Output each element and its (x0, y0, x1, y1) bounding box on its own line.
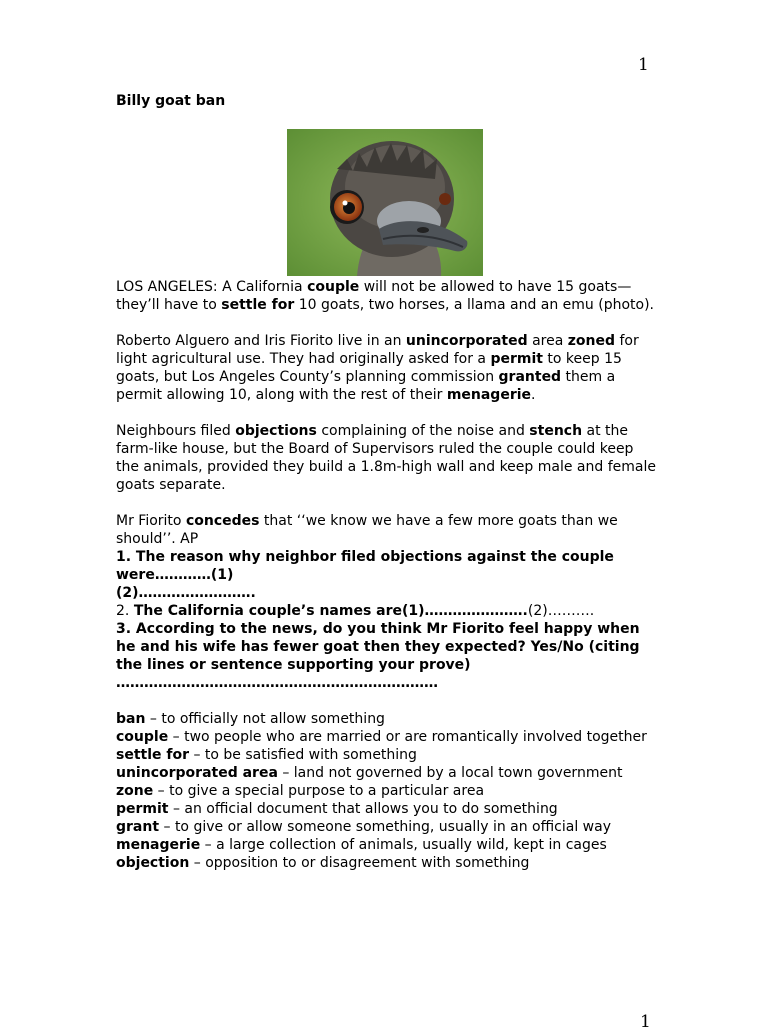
question-line-text: 2. (116, 603, 134, 619)
question-line (116, 674, 656, 692)
document-title: Billy goat ban (116, 93, 226, 109)
glossary-entry (116, 746, 656, 764)
glossary-term: permit (116, 801, 169, 817)
glossary-definition: – a large collection of animals, usually wild, kept in cages (200, 837, 607, 853)
questions (116, 548, 656, 692)
question-line-bold-text: …………………………………………………………… (116, 675, 438, 691)
article-paragraph-text: Mr Fiorito (116, 513, 186, 529)
article-paragraph-bold-text: concedes (185, 513, 260, 529)
article-paragraph (116, 278, 656, 314)
question-line (116, 584, 656, 602)
glossary-term: grant (116, 819, 160, 835)
glossary-term: zone (116, 783, 154, 799)
glossary-definition: – land not governed by a local town government (277, 765, 623, 781)
question-line (116, 602, 656, 620)
article-paragraph-text: area (527, 333, 568, 349)
glossary-entry (116, 710, 656, 728)
article-paragraph-text: 10 goats, two horses, a llama and an emu (photo). (294, 297, 655, 313)
glossary (116, 710, 656, 872)
glossary-entry (116, 836, 656, 854)
glossary-term: couple (116, 729, 169, 745)
article-paragraph-text: will not be allowed to have 15 goats— they’ll have to (116, 279, 632, 313)
article-paragraph-text: complaining of the noise and (316, 423, 530, 439)
question-line-bold-text: 3. According to the news, do you think Mr Fiorito feel happy when he and his wife has fewer goat then they expected? Yes/No (citing the lines or sentence supporting your prove) (116, 621, 640, 673)
article-paragraph-bold-text: couple (307, 279, 360, 295)
page-number-bottom: 1 (640, 1012, 651, 1032)
glossary-definition: – an official document that allows you to do something (168, 801, 558, 817)
article (116, 278, 656, 548)
glossary-entry (116, 800, 656, 818)
glossary-entry (116, 818, 656, 836)
glossary-term: unincorporated area (116, 765, 278, 781)
glossary-entry (116, 728, 656, 746)
article-paragraph (116, 512, 656, 548)
glossary-definition: – two people who are married or are romantically involved together (168, 729, 647, 745)
article-paragraph-text: at the farm-like house, but the Board of Supervisors ruled the couple could keep the animals, provided they build a 1.8m-high wall and keep male and female goats separate. (116, 423, 656, 493)
article-paragraph-bold-text: menagerie (446, 387, 532, 403)
article-paragraph-bold-text: objections (235, 423, 317, 439)
article-paragraph (116, 332, 656, 404)
article-paragraph-text: that ‘‘we know we have a few more goats than we should’’. AP (116, 513, 618, 547)
article-paragraph-bold-text: settle for (221, 297, 295, 313)
glossary-entry (116, 782, 656, 800)
glossary-definition: – opposition to or disagreement with something (189, 855, 530, 871)
article-paragraph-text: to keep 15 goats, but Los Angeles County’s planning commission (116, 351, 622, 385)
article-paragraph-text: Roberto Alguero and Iris Fiorito live in an (116, 333, 406, 349)
article-paragraph-text: them a permit allowing 10, along with the rest of their (116, 369, 616, 403)
question-line-bold-text: The California couple’s names are(1)…………………. (133, 603, 528, 619)
article-paragraph-bold-text: granted (498, 369, 562, 385)
article-paragraph-text: Neighbours filed (116, 423, 236, 439)
glossary-definition: – to be satisfied with something (189, 747, 417, 763)
article-paragraph-text: for light agricultural use. They had originally asked for a (116, 333, 639, 367)
glossary-entry (116, 764, 656, 782)
article-paragraph-text: . (531, 387, 536, 403)
glossary-definition: – to give or allow someone something, usually in an official way (159, 819, 611, 835)
glossary-term: menagerie (116, 837, 201, 853)
question-line-bold-text: (2)……………………. (116, 585, 256, 601)
glossary-entry (116, 854, 656, 872)
document-body (116, 92, 656, 872)
glossary-definition: – to give a special purpose to a particular area (153, 783, 485, 799)
article-paragraph-bold-text: stench (529, 423, 583, 439)
page-number-top: 1 (638, 55, 649, 75)
emu-photo (287, 129, 483, 276)
article-paragraph-bold-text: zoned (567, 333, 616, 349)
glossary-term: ban (116, 711, 146, 727)
article-paragraph (116, 422, 656, 494)
question-line (116, 620, 656, 674)
glossary-definition: – to officially not allow something (145, 711, 385, 727)
glossary-term: settle for (116, 747, 189, 763)
article-paragraph-bold-text: unincorporated (405, 333, 528, 349)
article-paragraph-text: LOS ANGELES: A California (116, 279, 308, 295)
glossary-term: objection (116, 855, 190, 871)
question-line-text: (2)………. (527, 603, 595, 619)
question-line-bold-text: 1. The reason why neighbor filed objections against the couple were…………(1) (116, 549, 614, 583)
article-paragraph-bold-text: permit (490, 351, 543, 367)
question-line (116, 548, 656, 584)
